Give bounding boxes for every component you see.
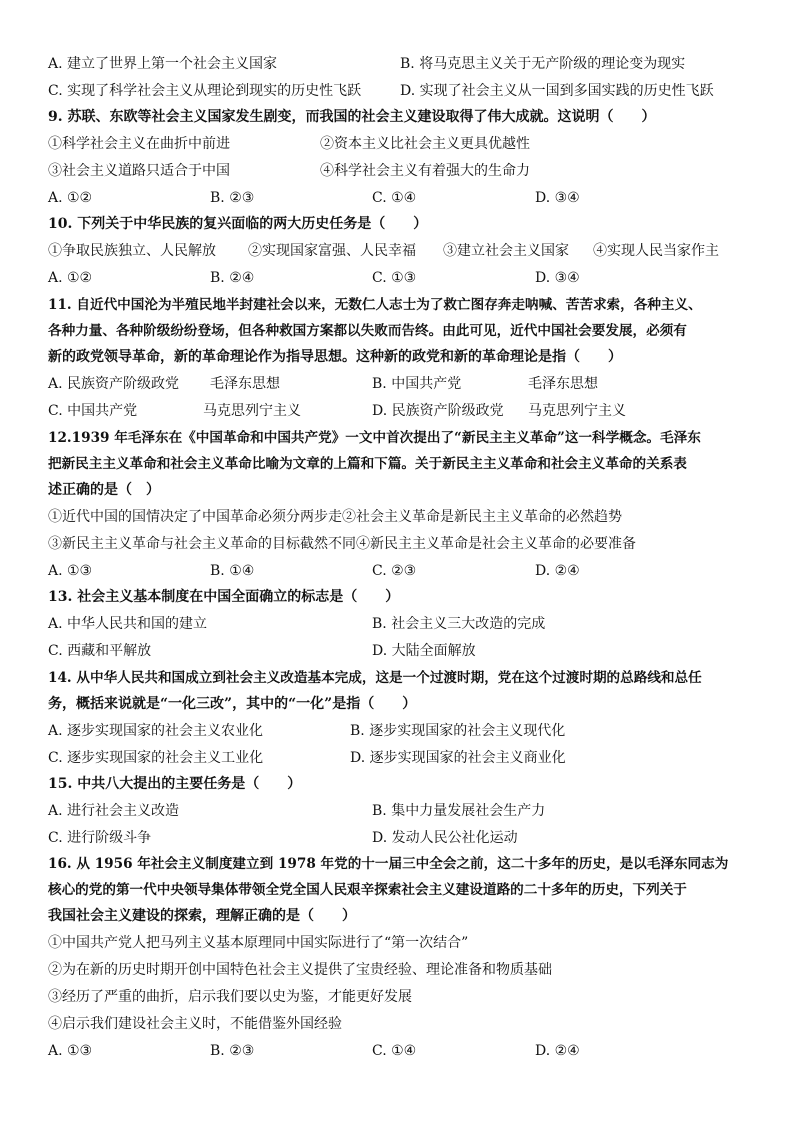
q16-option-d: D. ②④ (535, 1043, 580, 1059)
q15-option-b: B. 集中力量发展社会生产力 (372, 803, 546, 819)
q9-option-c: C. ①④ (372, 190, 417, 206)
q12-statements-3-4: ③新民主主义革命与社会主义革命的目标截然不同④新民主主义革命是社会主义革命的必要准备 (48, 536, 636, 552)
question-11-line-1: 11. 自近代中国沦为半殖民地半封建社会以来，无数仁人志士为了救亡图存奔走呐喊、苦苦求索，各种主义、 (48, 297, 702, 313)
question-16-line-2: 核心的党的第一代中央领导集体带领全党全国人民艰辛探索社会主义建设道路的二十多年的历史，下列关于 (48, 882, 687, 898)
q10-statement-2: ②实现国家富强、人民幸福 (248, 243, 416, 259)
q16-option-b: B. ②③ (210, 1043, 255, 1059)
q9-statement-3: ③社会主义道路只适合于中国 (48, 163, 230, 179)
q9-statement-4: ④科学社会主义有着强大的生命力 (320, 163, 530, 179)
option-b: B. 将马克思主义关于无产阶级的理论变为现实 (400, 56, 686, 72)
q16-statement-1: ①中国共产党人把马列主义基本原理同中国实际进行了“第一次结合” (48, 935, 469, 951)
q15-option-c: C. 进行阶级斗争 (48, 830, 152, 846)
q10-option-b: B. ②④ (210, 270, 255, 286)
question-12-line-3: 述正确的是（ ） (48, 482, 160, 498)
q10-statement-3: ③建立社会主义国家 (443, 243, 569, 259)
q10-option-d: D. ③④ (535, 270, 580, 286)
q14-option-d: D. 逐步实现国家的社会主义商业化 (350, 750, 566, 766)
q13-option-a: A. 中华人民共和国的建立 (48, 616, 208, 632)
question-15-stem: 15. 中共八大提出的主要任务是（ ） (48, 776, 302, 792)
q13-option-c: C. 西藏和平解放 (48, 643, 152, 659)
question-14-line-1: 14. 从中华人民共和国成立到社会主义改造基本完成，这是一个过渡时期，党在这个过渡时期的总路线和总任 (48, 670, 702, 686)
q9-option-b: B. ②③ (210, 190, 255, 206)
q12-statements-1-2: ①近代中国的国情决定了中国革命必须分两步走②社会主义革命是新民主主义革命的必然趋势 (48, 509, 622, 525)
question-10-stem: 10. 下列关于中华民族的复兴面临的两大历史任务是（ ） (48, 216, 428, 232)
q11-option-a: A. 民族资产阶级政党 (48, 376, 180, 392)
question-11-line-2: 各种力量、各种阶级纷纷登场，但各种救国方案都以失败而告终。由此可见，近代中国社会要发展，必须有 (48, 323, 687, 339)
option-d: D. 实现了社会主义从一国到多国实践的历史性飞跃 (400, 83, 714, 99)
q13-option-b: B. 社会主义三大改造的完成 (372, 616, 546, 632)
question-11-line-3: 新的政党领导革命，新的革命理论作为指导思想。这种新的政党和新的革命理论是指（ ） (48, 349, 622, 365)
q9-option-d: D. ③④ (535, 190, 580, 206)
q10-option-a: A. ①② (48, 270, 93, 286)
q11-option-d: D. 民族资产阶级政党 (372, 403, 504, 419)
question-16-line-1: 16. 从 1956 年社会主义制度建立到 1978 年党的十一届三中全会之前，这二十多年的历史，是以毛泽东同志为 (48, 856, 729, 872)
q10-statement-4: ④实现人民当家作主 (593, 243, 719, 259)
question-12-line-2: 把新民主主义革命和社会主义革命比喻为文章的上篇和下篇。关于新民主主义革命和社会主义革命的关系表 (48, 456, 687, 472)
q10-option-c: C. ①③ (372, 270, 417, 286)
option-c: C. 实现了科学社会主义从理论到现实的历史性飞跃 (48, 83, 362, 99)
q11-option-a-theory: 毛泽东思想 (210, 376, 280, 392)
question-12-line-1: 12.1939 年毛泽东在《中国革命和中国共产党》一文中首次提出了“新民主主义革命”这一科学概念。毛泽东 (48, 430, 701, 446)
q11-option-c: C. 中国共产党 (48, 403, 138, 419)
q12-option-c: C. ②③ (372, 563, 417, 579)
q10-statement-1: ①争取民族独立、人民解放 (48, 243, 216, 259)
question-13-stem: 13. 社会主义基本制度在中国全面确立的标志是（ ） (48, 589, 400, 605)
q11-option-c-theory: 马克思列宁主义 (203, 403, 301, 419)
q15-option-a: A. 进行社会主义改造 (48, 803, 180, 819)
q13-option-d: D. 大陆全面解放 (372, 643, 476, 659)
q9-statement-2: ②资本主义比社会主义更具优越性 (320, 136, 530, 152)
q16-option-a: A. ①③ (48, 1043, 93, 1059)
q15-option-d: D. 发动人民公社化运动 (372, 830, 518, 846)
q14-option-b: B. 逐步实现国家的社会主义现代化 (350, 723, 566, 739)
question-16-line-3: 我国社会主义建设的探索，理解正确的是（ ） (48, 908, 356, 924)
q12-option-a: A. ①③ (48, 563, 93, 579)
question-14-line-2: 务，概括来说就是“一化三改”，其中的“一化”是指（ ） (48, 696, 417, 712)
q16-statement-3: ③经历了严重的曲折，启示我们要以史为鉴，才能更好发展 (48, 989, 412, 1005)
q14-option-a: A. 逐步实现国家的社会主义农业化 (48, 723, 264, 739)
option-a: A. 建立了世界上第一个社会主义国家 (48, 56, 278, 72)
q16-option-c: C. ①④ (372, 1043, 417, 1059)
q11-option-b: B. 中国共产党 (372, 376, 462, 392)
q12-option-d: D. ②④ (535, 563, 580, 579)
q16-statement-4: ④启示我们建设社会主义时，不能借鉴外国经验 (48, 1016, 342, 1032)
q12-option-b: B. ①④ (210, 563, 255, 579)
q11-option-d-theory: 马克思列宁主义 (528, 403, 626, 419)
question-9-stem: 9. 苏联、东欧等社会主义国家发生剧变，而我国的社会主义建设取得了伟大成就。这说明（ ） (48, 109, 656, 125)
q9-option-a: A. ①② (48, 190, 93, 206)
q16-statement-2: ②为在新的历史时期开创中国特色社会主义提供了宝贵经验、理论准备和物质基础 (48, 962, 552, 978)
q11-option-b-theory: 毛泽东思想 (528, 376, 598, 392)
q9-statement-1: ①科学社会主义在曲折中前进 (48, 136, 230, 152)
q14-option-c: C. 逐步实现国家的社会主义工业化 (48, 750, 264, 766)
